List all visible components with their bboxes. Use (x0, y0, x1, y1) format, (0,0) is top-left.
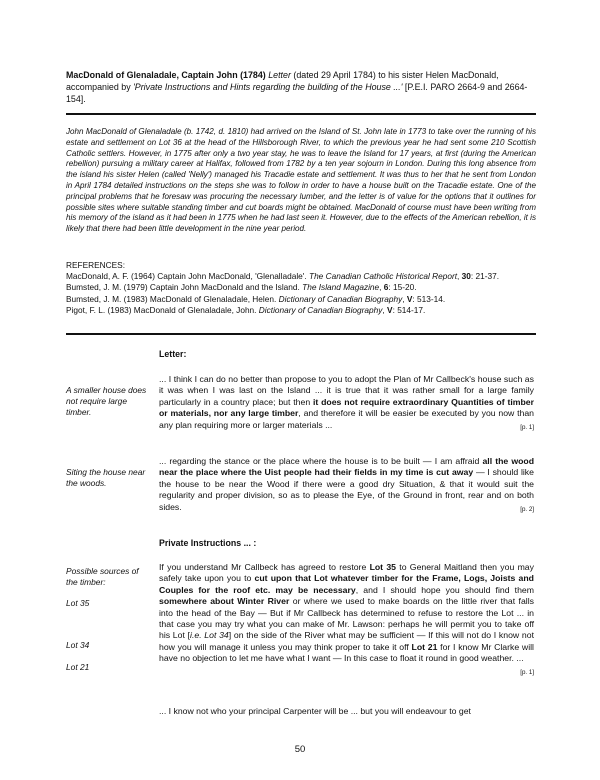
reference-item: MacDonald, A. F. (1964) Captain John MacDonald, 'Glenalladale'. The Canadian Catholic Historical Report, 30: 21-37. (66, 271, 500, 282)
margin-note-lot-35: Lot 35 (66, 598, 90, 608)
header-rule (66, 113, 536, 115)
header-doc-type: Letter (268, 70, 291, 80)
references-label: REFERENCES: (66, 260, 126, 270)
instructions-continuation: ... I know not who your principal Carpenter will be ... but you will endeavour to get (159, 706, 471, 716)
letter-paragraph-1: ... I think I can do no better than propose to you to adopt the Plan of Mr Callbeck's house such as it was when I was last on the Island ... it is true that it was rather small for a large family particularly in a country place; but then it does not require extraordinary Quantities of timber or materials, nor any large timber, and therefore it will be easier be executed by you now than any plan requiring more or larger materials ... [p. 1] (159, 374, 534, 433)
letter-paragraph-2: ... regarding the stance or the place where the house is to be built — I am affraid all the wood near the place where the Uist people had their fields in my time is cut away — I should like the house to be near the Wood if there were a good dry Situation, & that it would suit the regularity and proper division, so as to please the Eye, of the Ground in front, rear and on both sides. [p. 2] (159, 456, 534, 515)
reference-item: Bumsted, J. M. (1983) MacDonald of Glenaladale, Helen. Dictionary of Canadian Biography, V: 513-14. (66, 293, 446, 304)
intro-paragraph: John MacDonald of Glenaladale (b. 1742, d. 1810) had arrived on the Island of St. John late in 1773 to take over the running of his estate and settlement on Lot 36 at the head of the Hillsborough River, to which the previous year he had sent some 210 Scottish Catholic settlers. However, in 1775 after only a two year stay, he was to leave the Island for 17 years, at first (during the American rebellion) pursuing a military career at Halifax, followed from 1782 by a ten year sojourn in London. During this long absence from the island his sister Helen (called 'Nelly') managed his Tracadie estate and settlement. It was thus to her that he sent from London in April 1784 detailed instructions on the steps she was to follow in order to have a house built on the Tracadie estate. One of the principal problems that he foresaw was procuring the necessary lumber, and the letter is of value for the options that it outlines for possible sites where suitable standing timber and cut boards might be obtained. MacDonald of course must have been writing from his memory of the island as it had been in 1775 when he had last seen it. However, due to the effects of the American rebellion, it is likely that there had been little development in the nine year period. (66, 127, 536, 234)
header-quoted-title: 'Private Instructions and Hints regarding the building of the House ...' (133, 82, 403, 92)
reference-item: Bumsted, J. M. (1979) Captain John MacDonald and the Island. The Island Magazine, 6: 15-20. (66, 282, 417, 293)
references-section (66, 260, 536, 316)
reference-item: Pigot, F. L. (1983) MacDonald of Glenaladale, John. Dictionary of Canadian Biography, V: 514-17. (66, 304, 426, 315)
letter-heading: Letter: (159, 349, 187, 359)
header-description: (dated 29 April 1784) to his sister Helen MacDonald, accompanied by (66, 70, 499, 92)
margin-note-timber-sources: Possible sources of the timber: (66, 566, 139, 587)
page-reference: [p. 1] (520, 423, 534, 431)
header-source: [P.E.I. PARO 2664-9 and 2664-154]. (66, 82, 528, 104)
section-rule (66, 333, 536, 335)
instructions-heading: Private Instructions ... : (159, 538, 257, 548)
page-number: 50 (294, 744, 306, 755)
page-reference: [p. 1] (520, 668, 534, 676)
instructions-paragraph: If you understand Mr Callbeck has agreed to restore Lot 35 to General Maitland then you may safely take upon you to cut upon that Lot whatever timber for the Frame, Logs, Joists and Couples for the roof etc. may be necessary, and I should hope you should find them somewhere about Winter River or where we used to make boards on the little river that falls into the head of the Bay — But if Mr Callbeck has determined to refuse to restore the Lot ... in that case you may try what you can make of Mr. Lawson: perhaps he will permit you to take off his Lot [i.e. Lot 34] on the side of the River what may be sufficient — If this will not do I know not how you will manage it unless you may think proper to take it off Lot 21 for I know Mr Clarke will have no objection to let me have what I want — In this case to float it round in good weather. ... [p. 1] (159, 562, 534, 678)
document-header (66, 69, 536, 105)
page-reference: [p. 2] (520, 505, 534, 513)
margin-note-lot-21: Lot 21 (66, 662, 90, 672)
margin-note-siting: Siting the house near the woods. (66, 467, 146, 488)
margin-note-lot-34: Lot 34 (66, 640, 90, 650)
margin-note-smaller-house: A smaller house does not require large timber. (66, 385, 147, 417)
header-title: MacDonald of Glenaladale, Captain John (1784) (66, 70, 266, 80)
